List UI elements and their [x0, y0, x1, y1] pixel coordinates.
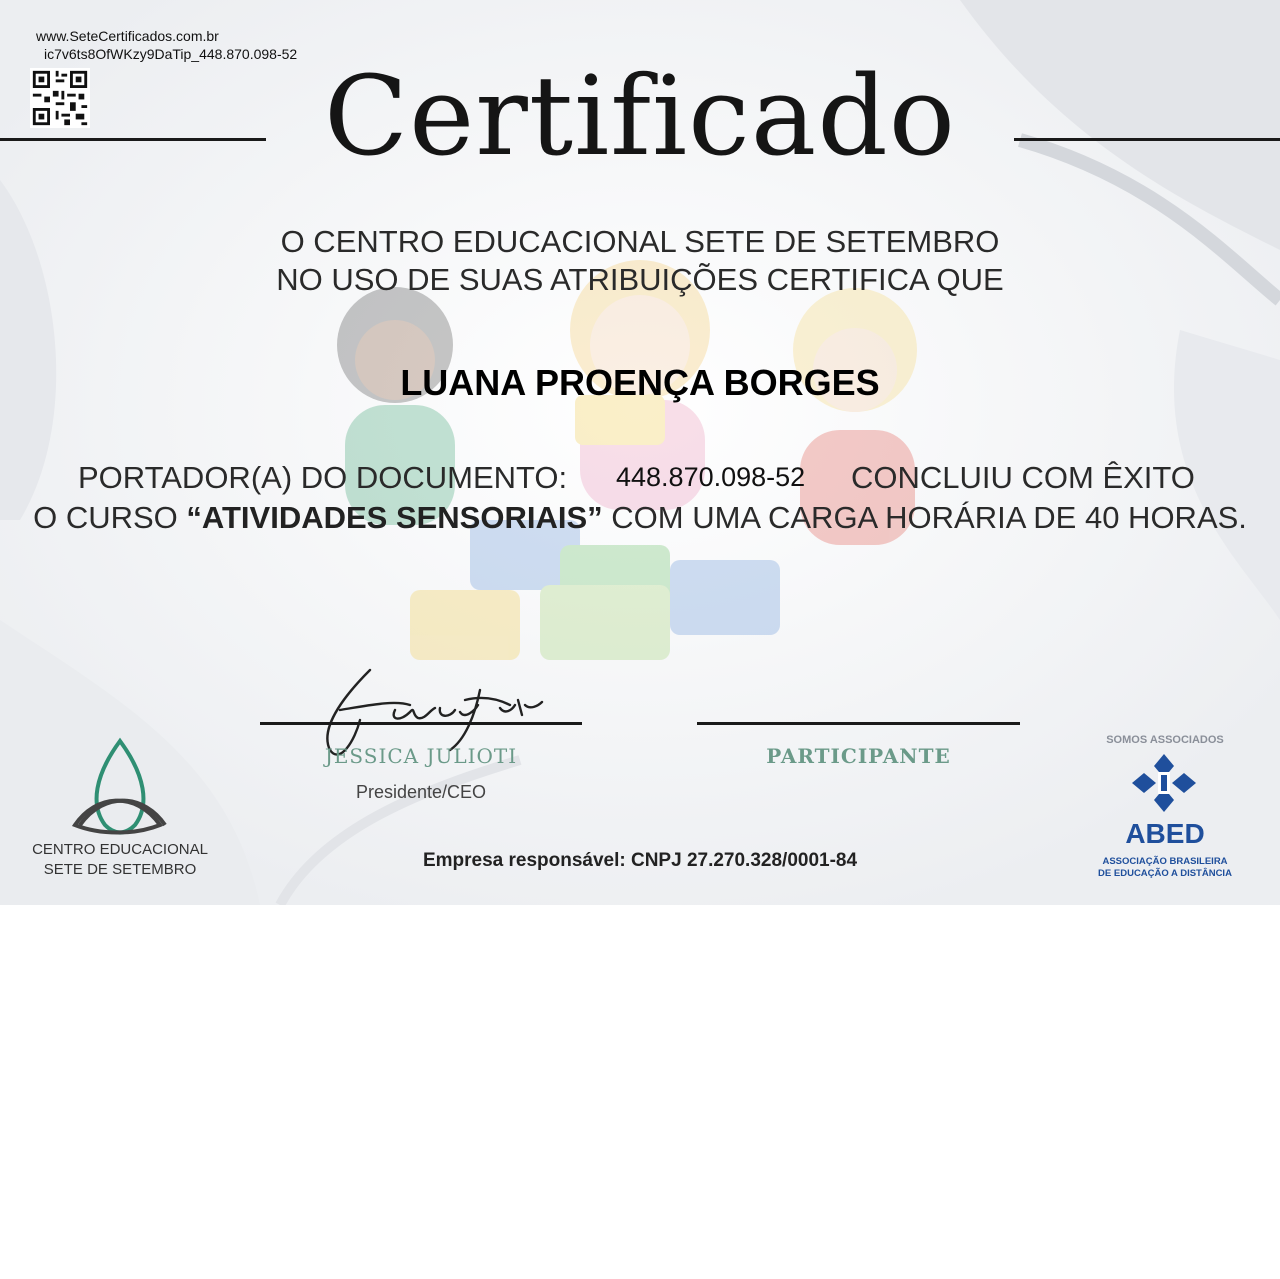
participant-label: PARTICIPANTE	[766, 744, 951, 768]
course-suffix: COM UMA CARGA HORÁRIA DE 40 HORAS.	[602, 500, 1247, 535]
institution-line-2: SETE DE SETEMBRO	[43, 861, 197, 878]
signature-line-president	[260, 722, 582, 725]
course-prefix: O CURSO	[33, 500, 187, 535]
president-role: Presidente/CEO	[355, 782, 487, 802]
website-url: www.SeteCertificados.com.br	[36, 28, 219, 44]
signature-line-participant	[697, 722, 1020, 725]
institution-line-1: CENTRO EDUCACIONAL	[32, 841, 208, 858]
document-number: 448.870.098-52	[616, 462, 806, 492]
association-line-1: ASSOCIAÇÃO BRASILEIRA	[1102, 856, 1228, 867]
intro-line-1: O CENTRO EDUCACIONAL SETE DE SETEMBRO	[280, 224, 1000, 259]
verification-code: ic7v6ts8OfWKzy9DaTip_448.870.098-52	[44, 46, 298, 62]
course-statement	[0, 500, 1280, 536]
association-fullname	[1080, 856, 1250, 880]
association-line-2: DE EDUCAÇÃO A DISTÂNCIA	[1098, 868, 1232, 879]
president-name: JESSICA JULIOTI	[324, 744, 518, 768]
recipient-name: LUANA PROENÇA BORGES	[400, 362, 880, 403]
association-name: ABED	[1125, 818, 1205, 849]
institution-logo-icon	[65, 735, 175, 835]
abed-logo-icon	[1128, 752, 1200, 814]
association-top-label: SOMOS ASSOCIADOS	[1106, 734, 1224, 746]
course-name: “ATIVIDADES SENSORIAIS”	[186, 500, 603, 535]
certificate-title: Certificado	[324, 52, 956, 180]
company-cnpj: Empresa responsável: CNPJ 27.270.328/0001-84	[422, 850, 858, 871]
intro-line-2: NO USO DE SUAS ATRIBUIÇÕES CERTIFICA QUE	[276, 262, 1004, 297]
statement-suffix: CONCLUIU COM ÊXITO	[851, 460, 1195, 495]
statement-prefix: PORTADOR(A) DO DOCUMENTO:	[78, 460, 568, 495]
